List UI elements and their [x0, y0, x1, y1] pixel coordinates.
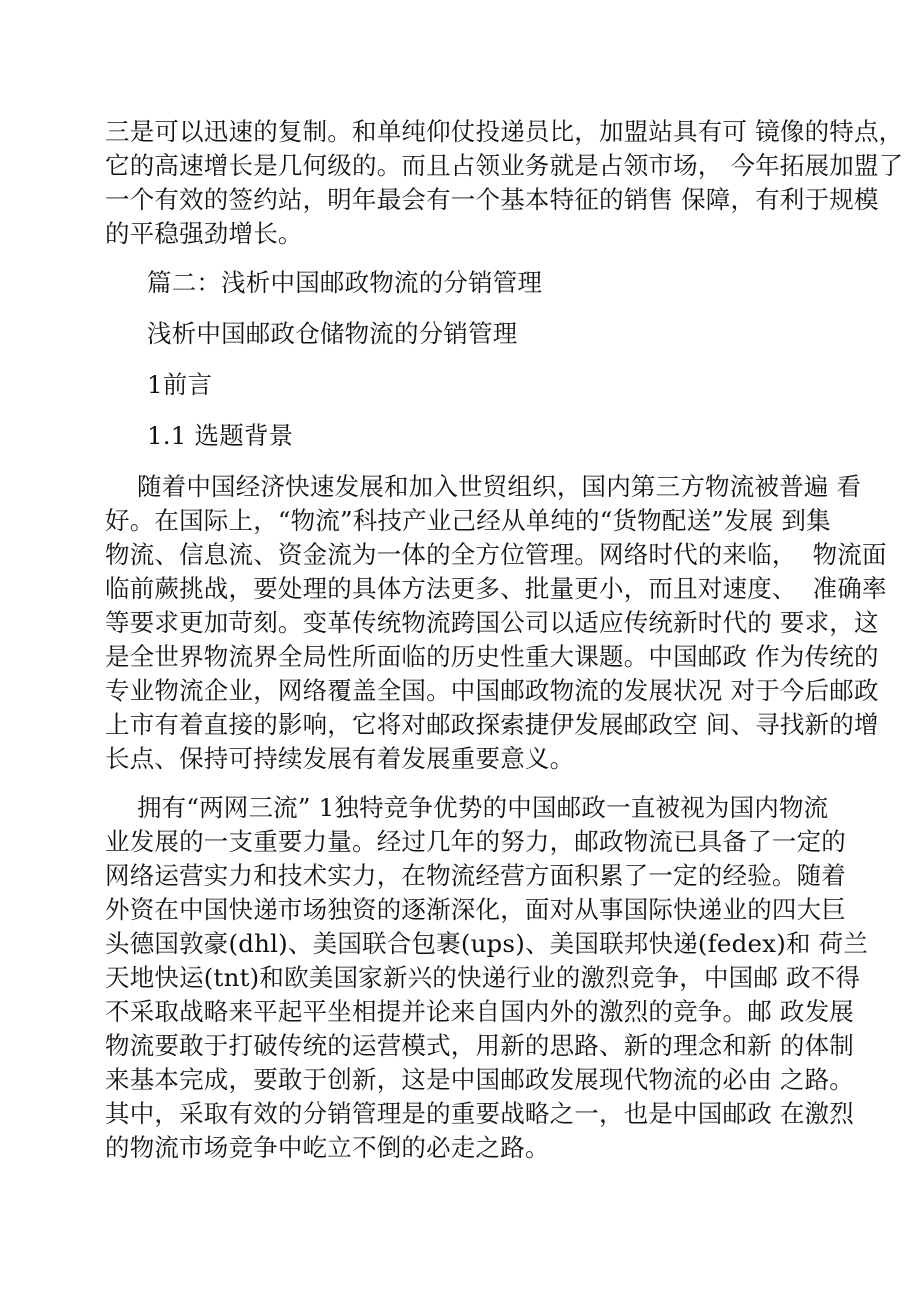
para1-line-5: 等要求更加苛刻。变革传统物流跨国公司以适应传统新时代的 要求，这 [105, 608, 879, 637]
para2-line-10: 其中，采取有效的分销管理是的重要战略之一，也是中国邮政 在激烈 [105, 1099, 854, 1128]
para1-line-3: 物流、信息流、资金流为一体的全方位管理。网络时代的来临， 物流面 [105, 540, 887, 569]
para2-line-6: 天地快运(tnt)和欧美国家新兴的快递行业的激烈竞争，中国邮 政不得 [105, 963, 861, 992]
para1-line-4: 临前蕨挑战，要处理的具体方法更多、批量更小，而且对速度、 准确率 [105, 574, 887, 603]
section-heading: 1前言 [147, 370, 213, 399]
para2-line-11: 的物流市场竞争中屹立不倒的必走之路。 [105, 1133, 550, 1162]
para1-line-1: 随着中国经济快速发展和加入世贸组织，国内第三方物流被普遍 看 [105, 472, 862, 501]
para2-line-1: 拥有“两网三流” 1独特竞争优势的中国邮政一直被视为国内物流 [105, 793, 829, 822]
para2-line-7: 不采取战略来平起平坐相提并论来自国内外的激烈的竞争。邮 政发展 [105, 997, 854, 1026]
para2-line-2: 业发展的一支重要力量。经过几年的努力，邮政物流已具备了一定的 [105, 827, 846, 856]
para2-line-5: 头德国敦豪(dhl)、美国联合包裹(ups)、美国联邦快递(fedex)和 荷兰 [105, 929, 869, 958]
para1-line-7: 专业物流企业，网络覆盖全国。中国邮政物流的发展状况 对于今后邮政 [105, 676, 879, 705]
intro-line-2: 它的高速增长是几何级的。而且占领业务就是占领市场， 今年拓展加盟了 [105, 151, 904, 180]
para1-line-2: 好。在国际上，“物流”科技产业己经从单纯的“货物配送”发展 到集 [105, 506, 831, 535]
para1-line-9: 长点、保持可持续发展有着发展重要意义。 [105, 744, 575, 773]
article-heading: 篇二：浅析中国邮政物流的分销管理 [147, 268, 543, 297]
para2-line-8: 物流要敢于打破传统的运营模式，用新的思路、新的理念和新 的体制 [105, 1031, 854, 1060]
para1-line-8: 上市有着直接的影响，它将对邮政探索捷伊发展邮政空 间、寻找新的增 [105, 710, 879, 739]
article-title: 浅析中国邮政仓储物流的分销管理 [147, 319, 518, 348]
para2-line-4: 外资在中国快递市场独资的逐渐深化，面对从事国际快递业的四大巨 [105, 895, 846, 924]
intro-line-3: 一个有效的签约站，明年最会有一个基本特征的销售 保障，有利于规模 [105, 185, 879, 214]
para2-line-9: 来基本完成，要敢于创新，这是中国邮政发展现代物流的必由 之路。 [105, 1065, 854, 1094]
para1-line-6: 是全世界物流界全局性所面临的历史性重大课题。中国邮政 作为传统的 [105, 642, 879, 671]
subsection-heading: 1.1 选题背景 [147, 421, 294, 450]
para2-line-3: 网络运营实力和技术实力，在物流经营方面积累了一定的经验。随着 [105, 861, 846, 890]
intro-line-1: 三是可以迅速的复制。和单纯仰仗投递员比，加盟站具有可 镜像的特点， [105, 117, 904, 146]
intro-line-4: 的平稳强劲增长。 [105, 219, 303, 248]
